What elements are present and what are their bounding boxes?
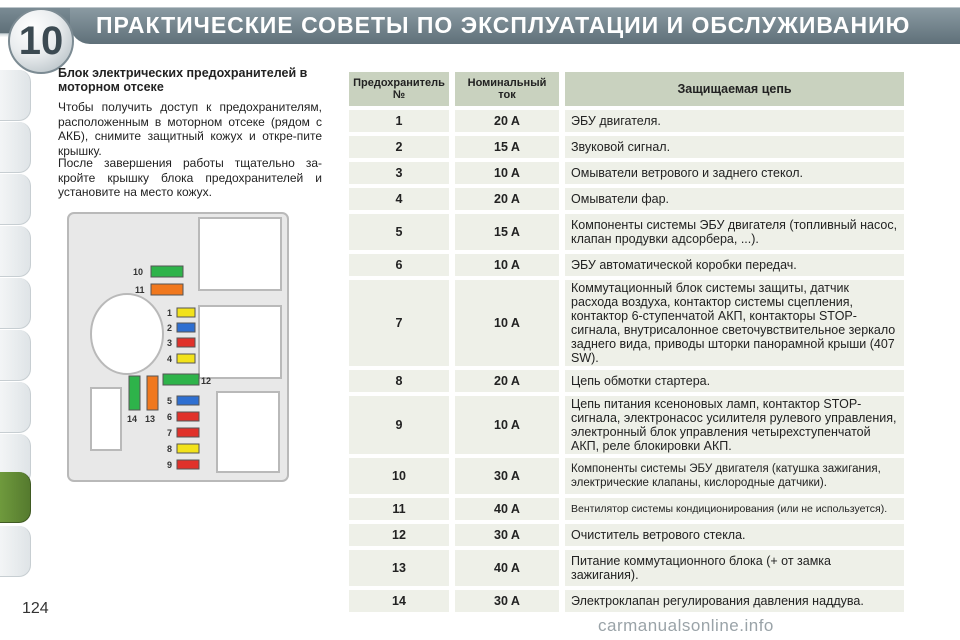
side-tab[interactable] [0, 382, 31, 433]
side-tab[interactable] [0, 174, 31, 225]
table-row [349, 396, 904, 454]
section-heading: Блок электрических предохранителей в моторном отсеке [58, 66, 308, 94]
protected-circuit-cell: Коммутационный блок системы защиты, датчик расхода воздуха, контактор системы сцепления, контактор 6-ступенчатой АКП, контакторы STOP-сигнала, внутрисалонное светочувствительное зеркало заднего вида, приводы шторки панорамной крыши (407 SW). [559, 280, 904, 366]
fuse-number-cell: 2 [349, 136, 449, 158]
fuse-label: 7 [167, 428, 173, 438]
fuse-4 [177, 354, 195, 363]
protected-circuit-cell: Омыватели фар. [559, 188, 904, 210]
page-header [0, 0, 960, 60]
table-row [349, 254, 904, 276]
protected-circuit-cell: Омыватели ветрового и заднего стекол. [559, 162, 904, 184]
side-tab[interactable] [0, 278, 31, 329]
table-row [349, 498, 904, 520]
fuse-table [349, 68, 904, 616]
fuse-number-cell: 4 [349, 188, 449, 210]
fuse-label: 8 [167, 444, 173, 454]
column-header-protected-circuit: Защищаемая цепь [559, 72, 904, 106]
fuse-label: 3 [167, 338, 173, 348]
table-row [349, 370, 904, 392]
fuse-7 [177, 428, 199, 437]
table-row [349, 280, 904, 366]
fuse-number-cell: 10 [349, 458, 449, 494]
fuse-6 [177, 412, 199, 421]
fuse-label: 11 [135, 285, 145, 295]
table-row [349, 214, 904, 250]
fuse-11 [151, 284, 183, 295]
fuse-number-cell: 7 [349, 280, 449, 366]
fuse-12 [163, 374, 199, 385]
column-header-fuse-number: Предохранитель № [349, 72, 449, 106]
rated-current-cell: 40 A [449, 498, 559, 520]
column-header-rated-current: Номинальный ток [449, 72, 559, 106]
table-row [349, 110, 904, 132]
protected-circuit-cell: Звуковой сигнал. [559, 136, 904, 158]
side-tab[interactable] [0, 122, 31, 173]
fuse-number-cell: 13 [349, 550, 449, 586]
protected-circuit-cell: Компоненты системы ЭБУ двигателя (катушка зажигания, электрические клапаны, кислородные датчики). [559, 458, 904, 494]
rated-current-cell: 30 A [449, 458, 559, 494]
side-tab[interactable] [0, 70, 31, 121]
round-opening [91, 294, 163, 374]
table-header-row [349, 72, 904, 106]
table-row [349, 162, 904, 184]
protected-circuit-cell: Цепь питания ксеноновых ламп, контактор STOP-сигнала, электронасос усилителя рулевого управления, электронный блок управления четырехступенчатой АКП, реле блокировки АКП. [559, 396, 904, 454]
fuse-label: 6 [167, 412, 173, 422]
rated-current-cell: 40 A [449, 550, 559, 586]
fuse-1 [177, 308, 195, 317]
fuse-number-cell: 12 [349, 524, 449, 546]
rated-current-cell: 10 A [449, 162, 559, 184]
fuse-2 [177, 323, 195, 332]
fuse-10 [151, 266, 183, 277]
protected-circuit-cell: Питание коммутационного блока (+ от замка зажигания). [559, 550, 904, 586]
side-tab[interactable] [0, 526, 31, 577]
fuse-box-diagram [67, 212, 289, 482]
rated-current-cell: 20 A [449, 110, 559, 132]
fuse-label: 14 [127, 414, 138, 424]
table-row [349, 136, 904, 158]
table-row [349, 188, 904, 210]
table-row [349, 458, 904, 494]
fuse-number-cell: 6 [349, 254, 449, 276]
fuse-label: 5 [167, 396, 173, 406]
fuse-number-cell: 14 [349, 590, 449, 612]
fuse-label: 10 [133, 267, 144, 277]
fuse-3 [177, 338, 195, 347]
rated-current-cell: 20 A [449, 370, 559, 392]
fuse-label: 2 [167, 323, 173, 333]
rated-current-cell: 10 A [449, 280, 559, 366]
protected-circuit-cell: Цепь обмотки стартера. [559, 370, 904, 392]
instruction-paragraph: Чтобы получить доступ к предохранителям, расположенным в моторном отсеке (рядом с АКБ), снимите защитный кожух и откре-пите крышку. [58, 100, 322, 158]
protected-circuit-cell: Компоненты системы ЭБУ двигателя (топливный насос, клапан продувки адсорбера, ...). [559, 214, 904, 250]
fuse-label: 1 [167, 308, 173, 318]
fuse-8 [177, 444, 199, 453]
rated-current-cell: 10 A [449, 396, 559, 454]
page-number: 124 [22, 600, 49, 617]
side-tab[interactable] [0, 330, 31, 381]
relay-slot [91, 388, 121, 450]
rated-current-cell: 10 A [449, 254, 559, 276]
chapter-number-badge: 10 [8, 8, 74, 74]
fuse-14 [129, 376, 140, 410]
fuse-label: 4 [167, 354, 173, 364]
fuse-label: 13 [145, 414, 156, 424]
fuse-number-cell: 8 [349, 370, 449, 392]
rated-current-cell: 15 A [449, 214, 559, 250]
fuse-label: 12 [201, 376, 212, 386]
protected-circuit-cell: Электроклапан регулирования давления наддува. [559, 590, 904, 612]
rated-current-cell: 20 A [449, 188, 559, 210]
table-row [349, 524, 904, 546]
fuse-number-cell: 3 [349, 162, 449, 184]
fuse-number-cell: 9 [349, 396, 449, 454]
fuse-number-cell: 5 [349, 214, 449, 250]
protected-circuit-cell: Вентилятор системы кондиционирования (или не используется). [559, 498, 904, 520]
relay-slot [199, 306, 281, 378]
relay-slot [199, 218, 281, 290]
table-row [349, 550, 904, 586]
relay-slot [217, 392, 279, 472]
side-tab[interactable] [0, 226, 31, 277]
fuse-5 [177, 396, 199, 405]
rated-current-cell: 30 A [449, 590, 559, 612]
fuse-13 [147, 376, 158, 410]
watermark: carmanualsonline.info [598, 616, 774, 635]
page-title: ПРАКТИЧЕСКИЕ СОВЕТЫ ПО ЭКСПЛУАТАЦИИ И ОБСЛУЖИВАНИЮ [96, 12, 911, 38]
protected-circuit-cell: ЭБУ автоматической коробки передач. [559, 254, 904, 276]
fuse-9 [177, 460, 199, 469]
table-body [349, 110, 904, 612]
side-tab-active[interactable] [0, 472, 31, 523]
chapter-side-tabs [0, 70, 34, 580]
rated-current-cell: 30 A [449, 524, 559, 546]
fuse-number-cell: 1 [349, 110, 449, 132]
fuse-number-cell: 11 [349, 498, 449, 520]
fuse-label: 9 [167, 460, 173, 470]
rated-current-cell: 15 A [449, 136, 559, 158]
protected-circuit-cell: Очиститель ветрового стекла. [559, 524, 904, 546]
protected-circuit-cell: ЭБУ двигателя. [559, 110, 904, 132]
table-row [349, 590, 904, 612]
instruction-paragraph: После завершения работы тщательно за-кройте крышку блока предохранителей и установите на место кожух. [58, 156, 322, 199]
